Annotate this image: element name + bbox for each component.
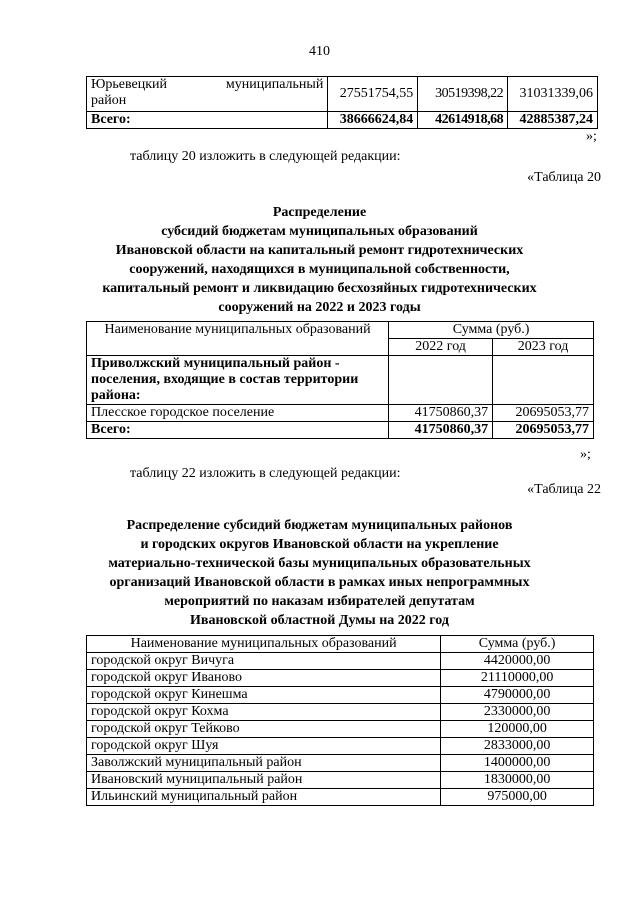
table-row	[87, 704, 594, 721]
table-22	[86, 635, 594, 806]
row-name: Ивановский муниципальный район	[87, 772, 441, 789]
row-name: городской округ Шуя	[87, 738, 441, 755]
total-label: Всего:	[87, 422, 389, 439]
row-name-part: муниципальный	[225, 77, 324, 92]
col-header-sum: Сумма (руб.)	[441, 636, 594, 653]
title-line: Ивановской областной Думы на 2022 год	[190, 613, 449, 628]
empty-cell	[493, 356, 594, 405]
row-name: городской округ Кохма	[87, 704, 441, 721]
group-line: поселения, входящие в состав территории	[91, 372, 359, 387]
table-row	[87, 687, 594, 704]
row-value: 41750860,37	[389, 405, 493, 422]
title-line: сооружений на 2022 и 2023 годы	[218, 300, 421, 315]
table-header-row	[87, 636, 594, 653]
row-value: 21110000,00	[441, 670, 594, 687]
row-name: Плесское городское поселение	[87, 405, 389, 422]
col-header-sum: Сумма (руб.)	[389, 322, 594, 339]
row-value: 4420000,00	[441, 653, 594, 670]
title-line: и городских округов Ивановской области на укрепление	[140, 537, 499, 552]
col-header-year: 2022 год	[389, 339, 493, 356]
title-line: Распределение	[272, 205, 367, 220]
group-line: района:	[91, 388, 141, 403]
empty-cell	[389, 356, 493, 405]
closing-quote: »;	[586, 129, 597, 144]
value-cell: 27551754,55	[328, 77, 418, 112]
row-name: Ильинский муниципальный район	[87, 789, 441, 806]
row-value: 20695053,77	[493, 405, 594, 422]
row-name: городской округ Тейково	[87, 721, 441, 738]
row-value: 4790000,00	[441, 687, 594, 704]
title-line: субсидий бюджетам муниципальных образований	[161, 224, 478, 239]
table-row	[87, 653, 594, 670]
table-row	[87, 772, 594, 789]
table-header-row	[87, 322, 594, 339]
table-20-title	[60, 203, 579, 317]
col-header-name: Наименование муниципальных образований	[87, 322, 389, 356]
title-line: организаций Ивановской области в рамках иных непрограммных	[109, 575, 530, 590]
row-name: городской округ Вичуга	[87, 653, 441, 670]
total-value: 38666624,84	[328, 112, 418, 129]
row-name: городской округ Иваново	[87, 670, 441, 687]
table-row	[87, 721, 594, 738]
total-value: 41750860,37	[389, 422, 493, 439]
table-row	[87, 670, 594, 687]
total-value: 20695053,77	[493, 422, 594, 439]
table-22-label: «Таблица 22	[527, 482, 601, 497]
row-value: 2330000,00	[441, 704, 594, 721]
row-value: 1400000,00	[441, 755, 594, 772]
row-value: 2833000,00	[441, 738, 594, 755]
closing-quote: »;	[580, 447, 591, 462]
table-row	[87, 789, 594, 806]
table-continued	[86, 76, 598, 129]
page-number: 410	[309, 44, 330, 59]
total-row	[87, 112, 598, 129]
title-line: мероприятий по наказам избирателей депутатам	[164, 594, 475, 609]
row-name-part: Юрьевецкий	[91, 77, 168, 92]
total-value: 42885387,24	[508, 112, 598, 129]
col-header-name: Наименование муниципальных образований	[87, 636, 441, 653]
table-row	[87, 755, 594, 772]
table-row	[87, 356, 594, 405]
title-line: сооружений, находящихся в муниципальной собственности,	[129, 262, 510, 277]
row-value: 120000,00	[441, 721, 594, 738]
row-name: городской округ Кинешма	[87, 687, 441, 704]
table-20	[86, 321, 594, 439]
table-row	[87, 738, 594, 755]
title-line: Распределение субсидий бюджетам муниципальных районов	[126, 518, 513, 533]
table-20-label: «Таблица 20	[527, 170, 601, 185]
instruction-table-22: таблицу 22 изложить в следующей редакции:	[130, 466, 401, 481]
row-value: 975000,00	[441, 789, 594, 806]
row-name-cell	[87, 77, 328, 112]
table-row	[87, 77, 598, 112]
total-label: Всего:	[87, 112, 328, 129]
value-cell: 30519398,22	[418, 77, 508, 112]
title-line: капитальный ремонт и ликвидацию бесхозяйных гидротехнических	[102, 281, 537, 296]
row-name: Заволжский муниципальный район	[87, 755, 441, 772]
group-line: Приволжский муниципальный район -	[91, 356, 340, 371]
group-cell	[87, 356, 389, 405]
total-row	[87, 422, 594, 439]
value-cell: 31031339,06	[508, 77, 598, 112]
title-line: Ивановской области на капитальный ремонт гидротехнических	[115, 243, 524, 258]
col-header-year: 2023 год	[493, 339, 594, 356]
table-22-title	[60, 516, 579, 630]
table-row	[87, 405, 594, 422]
total-value: 42614918,68	[418, 112, 508, 129]
row-name-part: район	[91, 93, 127, 108]
title-line: материально-технической базы муниципальных образовательных	[108, 556, 531, 571]
row-value: 1830000,00	[441, 772, 594, 789]
instruction-table-20: таблицу 20 изложить в следующей редакции:	[130, 149, 401, 164]
